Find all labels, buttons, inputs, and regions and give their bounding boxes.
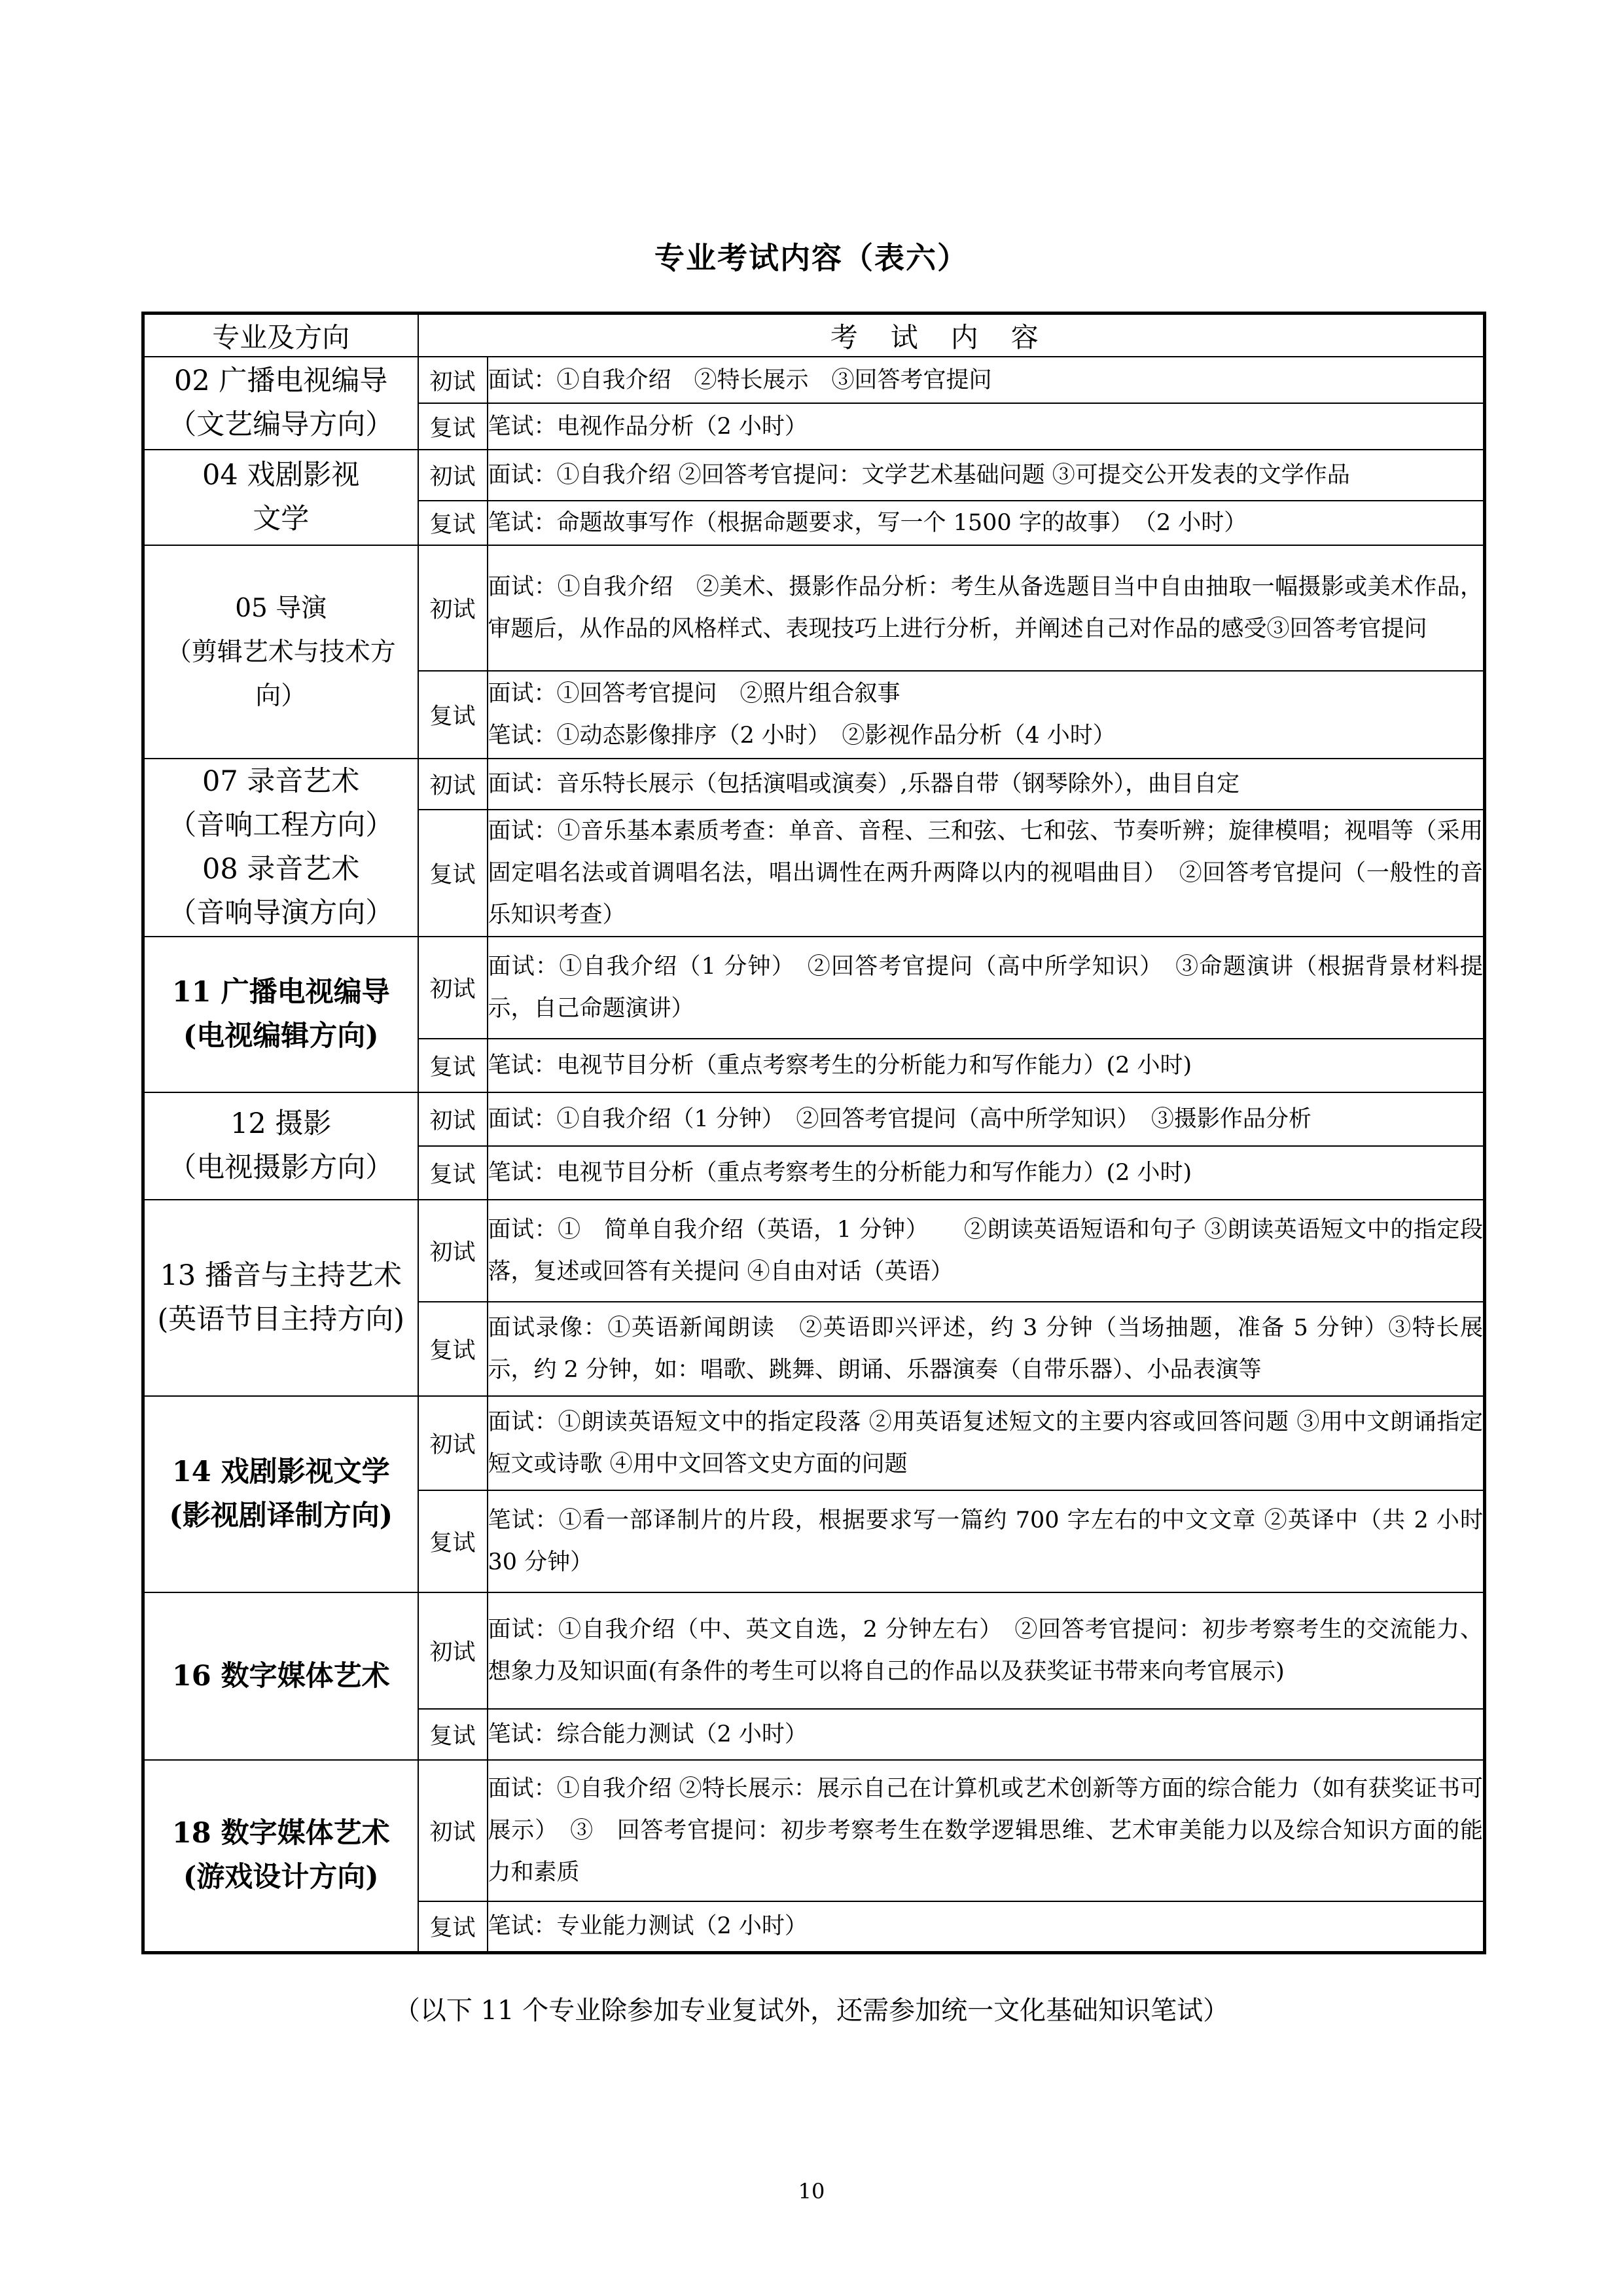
stage-re: 复试 bbox=[418, 810, 488, 937]
page-number: 10 bbox=[798, 2179, 825, 2204]
table-row bbox=[143, 1092, 1485, 1146]
major-line: 向） bbox=[255, 681, 307, 711]
stage-initial: 初试 bbox=[418, 545, 488, 671]
table-row bbox=[143, 759, 1485, 810]
stage-initial: 初试 bbox=[418, 759, 488, 810]
page-title: 专业考试内容（表六） bbox=[654, 240, 969, 276]
re-content: 笔试：电视节目分析（重点考察考生的分析能力和写作能力）(2 小时) bbox=[488, 1146, 1485, 1200]
major-line: (影视剧译制方向) bbox=[169, 1499, 393, 1532]
stage-re: 复试 bbox=[418, 1709, 488, 1760]
major-cell bbox=[143, 357, 418, 450]
major-cell bbox=[143, 545, 418, 759]
major-line: (电视编辑方向) bbox=[183, 1020, 379, 1052]
re-content: 面试：①音乐基本素质考查：单音、音程、三和弦、七和弦、节奏听辨；旋律模唱；视唱等（采用固定唱名法或首调唱名法，唱出调性在两升两降以内的视唱曲目） ②回答考官提问（一般性的音乐知识考查） bbox=[488, 810, 1485, 937]
major-cell bbox=[143, 1396, 418, 1592]
re-content: 笔试：电视节目分析（重点考察考生的分析能力和写作能力）(2 小时) bbox=[488, 1039, 1485, 1092]
header-content bbox=[418, 314, 1485, 357]
stage-re: 复试 bbox=[418, 403, 488, 450]
initial-content: 面试：①自我介绍 ②特长展示：展示自己在计算机或艺术创新等方面的综合能力（如有获奖证书可展示） ③ 回答考官提问：初步考察考生在数学逻辑思维、艺术审美能力以及综合知识方面的能力和素质 bbox=[488, 1760, 1485, 1901]
re-content: 笔试：命题故事写作（根据命题要求，写一个 1500 字的故事） （2 小时） bbox=[488, 501, 1485, 545]
table-row bbox=[143, 545, 1485, 671]
major-line: 05 导演 bbox=[235, 593, 327, 623]
table-row bbox=[143, 1200, 1485, 1302]
re-content-line: 笔试：①动态影像排序（2 小时） ②影视作品分析（4 小时） bbox=[488, 723, 1116, 749]
major-cell bbox=[143, 759, 418, 937]
table-row bbox=[143, 357, 1485, 403]
stage-re: 复试 bbox=[418, 1490, 488, 1592]
major-line: （音响工程方向） bbox=[168, 809, 394, 842]
table-row bbox=[143, 1592, 1485, 1709]
table-row bbox=[143, 1396, 1485, 1490]
re-content: 面试录像：①英语新闻朗读 ②英语即兴评述，约 3 分钟（当场抽题，准备 5 分钟）③特长展示，约 2 分钟，如：唱歌、跳舞、朗诵、乐器演奏（自带乐器）、小品表演等 bbox=[488, 1302, 1485, 1396]
stage-initial: 初试 bbox=[418, 450, 488, 501]
major-line: 02 广播电视编导 bbox=[174, 365, 388, 397]
exam-content-table bbox=[141, 312, 1486, 1954]
major-line: （剪辑艺术与技术方 bbox=[166, 637, 396, 667]
major-line: 07 录音艺术 bbox=[202, 765, 360, 798]
header-content-label: 考试内容 bbox=[830, 321, 1071, 353]
stage-initial: 初试 bbox=[418, 1760, 488, 1901]
initial-content: 面试：①朗读英语短文中的指定段落 ②用英语复述短文的主要内容或回答问题 ③用中文朗诵指定短文或诗歌 ④用中文回答文史方面的问题 bbox=[488, 1396, 1485, 1490]
footnote: （以下 11 个专业除参加专业复试外，还需参加统一文化基础知识笔试） bbox=[393, 1996, 1230, 2026]
re-content: 笔试：专业能力测试（2 小时） bbox=[488, 1901, 1485, 1952]
major-line: 文学 bbox=[253, 503, 310, 535]
major-line: 16 数字媒体艺术 bbox=[171, 1659, 390, 1693]
major-line: 18 数字媒体艺术 bbox=[171, 1817, 390, 1850]
stage-re: 复试 bbox=[418, 1302, 488, 1396]
major-line: （文艺编导方向） bbox=[168, 408, 394, 441]
major-line: (游戏设计方向) bbox=[183, 1861, 379, 1894]
stage-initial: 初试 bbox=[418, 1092, 488, 1146]
stage-initial: 初试 bbox=[418, 937, 488, 1039]
stage-initial: 初试 bbox=[418, 357, 488, 403]
major-cell bbox=[143, 1200, 418, 1396]
table-header-row bbox=[143, 314, 1485, 357]
initial-content: 面试：①自我介绍 ②回答考官提问：文学艺术基础问题 ③可提交公开发表的文学作品 bbox=[488, 450, 1485, 501]
stage-initial: 初试 bbox=[418, 1592, 488, 1709]
major-cell bbox=[143, 1760, 418, 1952]
re-content-line: 面试：①回答考官提问 ②照片组合叙事 bbox=[488, 681, 901, 707]
initial-content: 面试：①自我介绍（1 分钟） ②回答考官提问（高中所学知识） ③命题演讲（根据背景材料提示，自己命题演讲） bbox=[488, 937, 1485, 1039]
major-line: 12 摄影 bbox=[230, 1107, 332, 1140]
stage-re: 复试 bbox=[418, 501, 488, 545]
major-line: 08 录音艺术 bbox=[202, 853, 360, 886]
table-row bbox=[143, 937, 1485, 1039]
initial-content: 面试：音乐特长展示（包括演唱或演奏）,乐器自带（钢琴除外），曲目自定 bbox=[488, 759, 1485, 810]
re-content bbox=[488, 671, 1485, 759]
stage-initial: 初试 bbox=[418, 1200, 488, 1302]
re-content: 笔试：①看一部译制片的片段，根据要求写一篇约 700 字左右的中文文章 ②英译中（共 2 小时 30 分钟） bbox=[488, 1490, 1485, 1592]
re-content: 笔试：电视作品分析（2 小时） bbox=[488, 403, 1485, 450]
stage-re: 复试 bbox=[418, 1901, 488, 1952]
initial-content: 面试：①自我介绍 ②特长展示 ③回答考官提问 bbox=[488, 357, 1485, 403]
stage-re: 复试 bbox=[418, 1039, 488, 1092]
stage-re: 复试 bbox=[418, 671, 488, 759]
re-content: 笔试：综合能力测试（2 小时） bbox=[488, 1709, 1485, 1760]
major-cell bbox=[143, 450, 418, 545]
stage-initial: 初试 bbox=[418, 1396, 488, 1490]
major-line: 11 广播电视编导 bbox=[171, 976, 390, 1009]
major-line: （电视摄影方向） bbox=[168, 1151, 394, 1184]
major-line: 14 戏剧影视文学 bbox=[171, 1456, 390, 1488]
major-cell bbox=[143, 1592, 418, 1760]
major-line: 04 戏剧影视 bbox=[202, 459, 360, 492]
header-major: 专业及方向 bbox=[143, 314, 418, 357]
initial-content: 面试：① 简单自我介绍（英语，1 分钟） ②朗读英语短语和句子 ③朗读英语短文中的指定段落，复述或回答有关提问 ④自由对话（英语） bbox=[488, 1200, 1485, 1302]
stage-re: 复试 bbox=[418, 1146, 488, 1200]
major-line: （音响导演方向） bbox=[168, 897, 394, 929]
major-cell bbox=[143, 937, 418, 1092]
major-cell bbox=[143, 1092, 418, 1200]
table-row bbox=[143, 450, 1485, 501]
initial-content: 面试：①自我介绍 ②美术、摄影作品分析：考生从备选题目当中自由抽取一幅摄影或美术作品，审题后，从作品的风格样式、表现技巧上进行分析，并阐述自己对作品的感受③回答考官提问 bbox=[488, 545, 1485, 671]
major-line: 13 播音与主持艺术 bbox=[160, 1259, 402, 1292]
major-line: (英语节目主持方向) bbox=[157, 1303, 405, 1336]
table-row bbox=[143, 1760, 1485, 1901]
initial-content: 面试：①自我介绍（1 分钟） ②回答考官提问（高中所学知识） ③摄影作品分析 bbox=[488, 1092, 1485, 1146]
initial-content: 面试：①自我介绍（中、英文自选，2 分钟左右） ②回答考官提问：初步考察考生的交流能力、想象力及知识面(有条件的考生可以将自己的作品以及获奖证书带来向考官展示) bbox=[488, 1592, 1485, 1709]
